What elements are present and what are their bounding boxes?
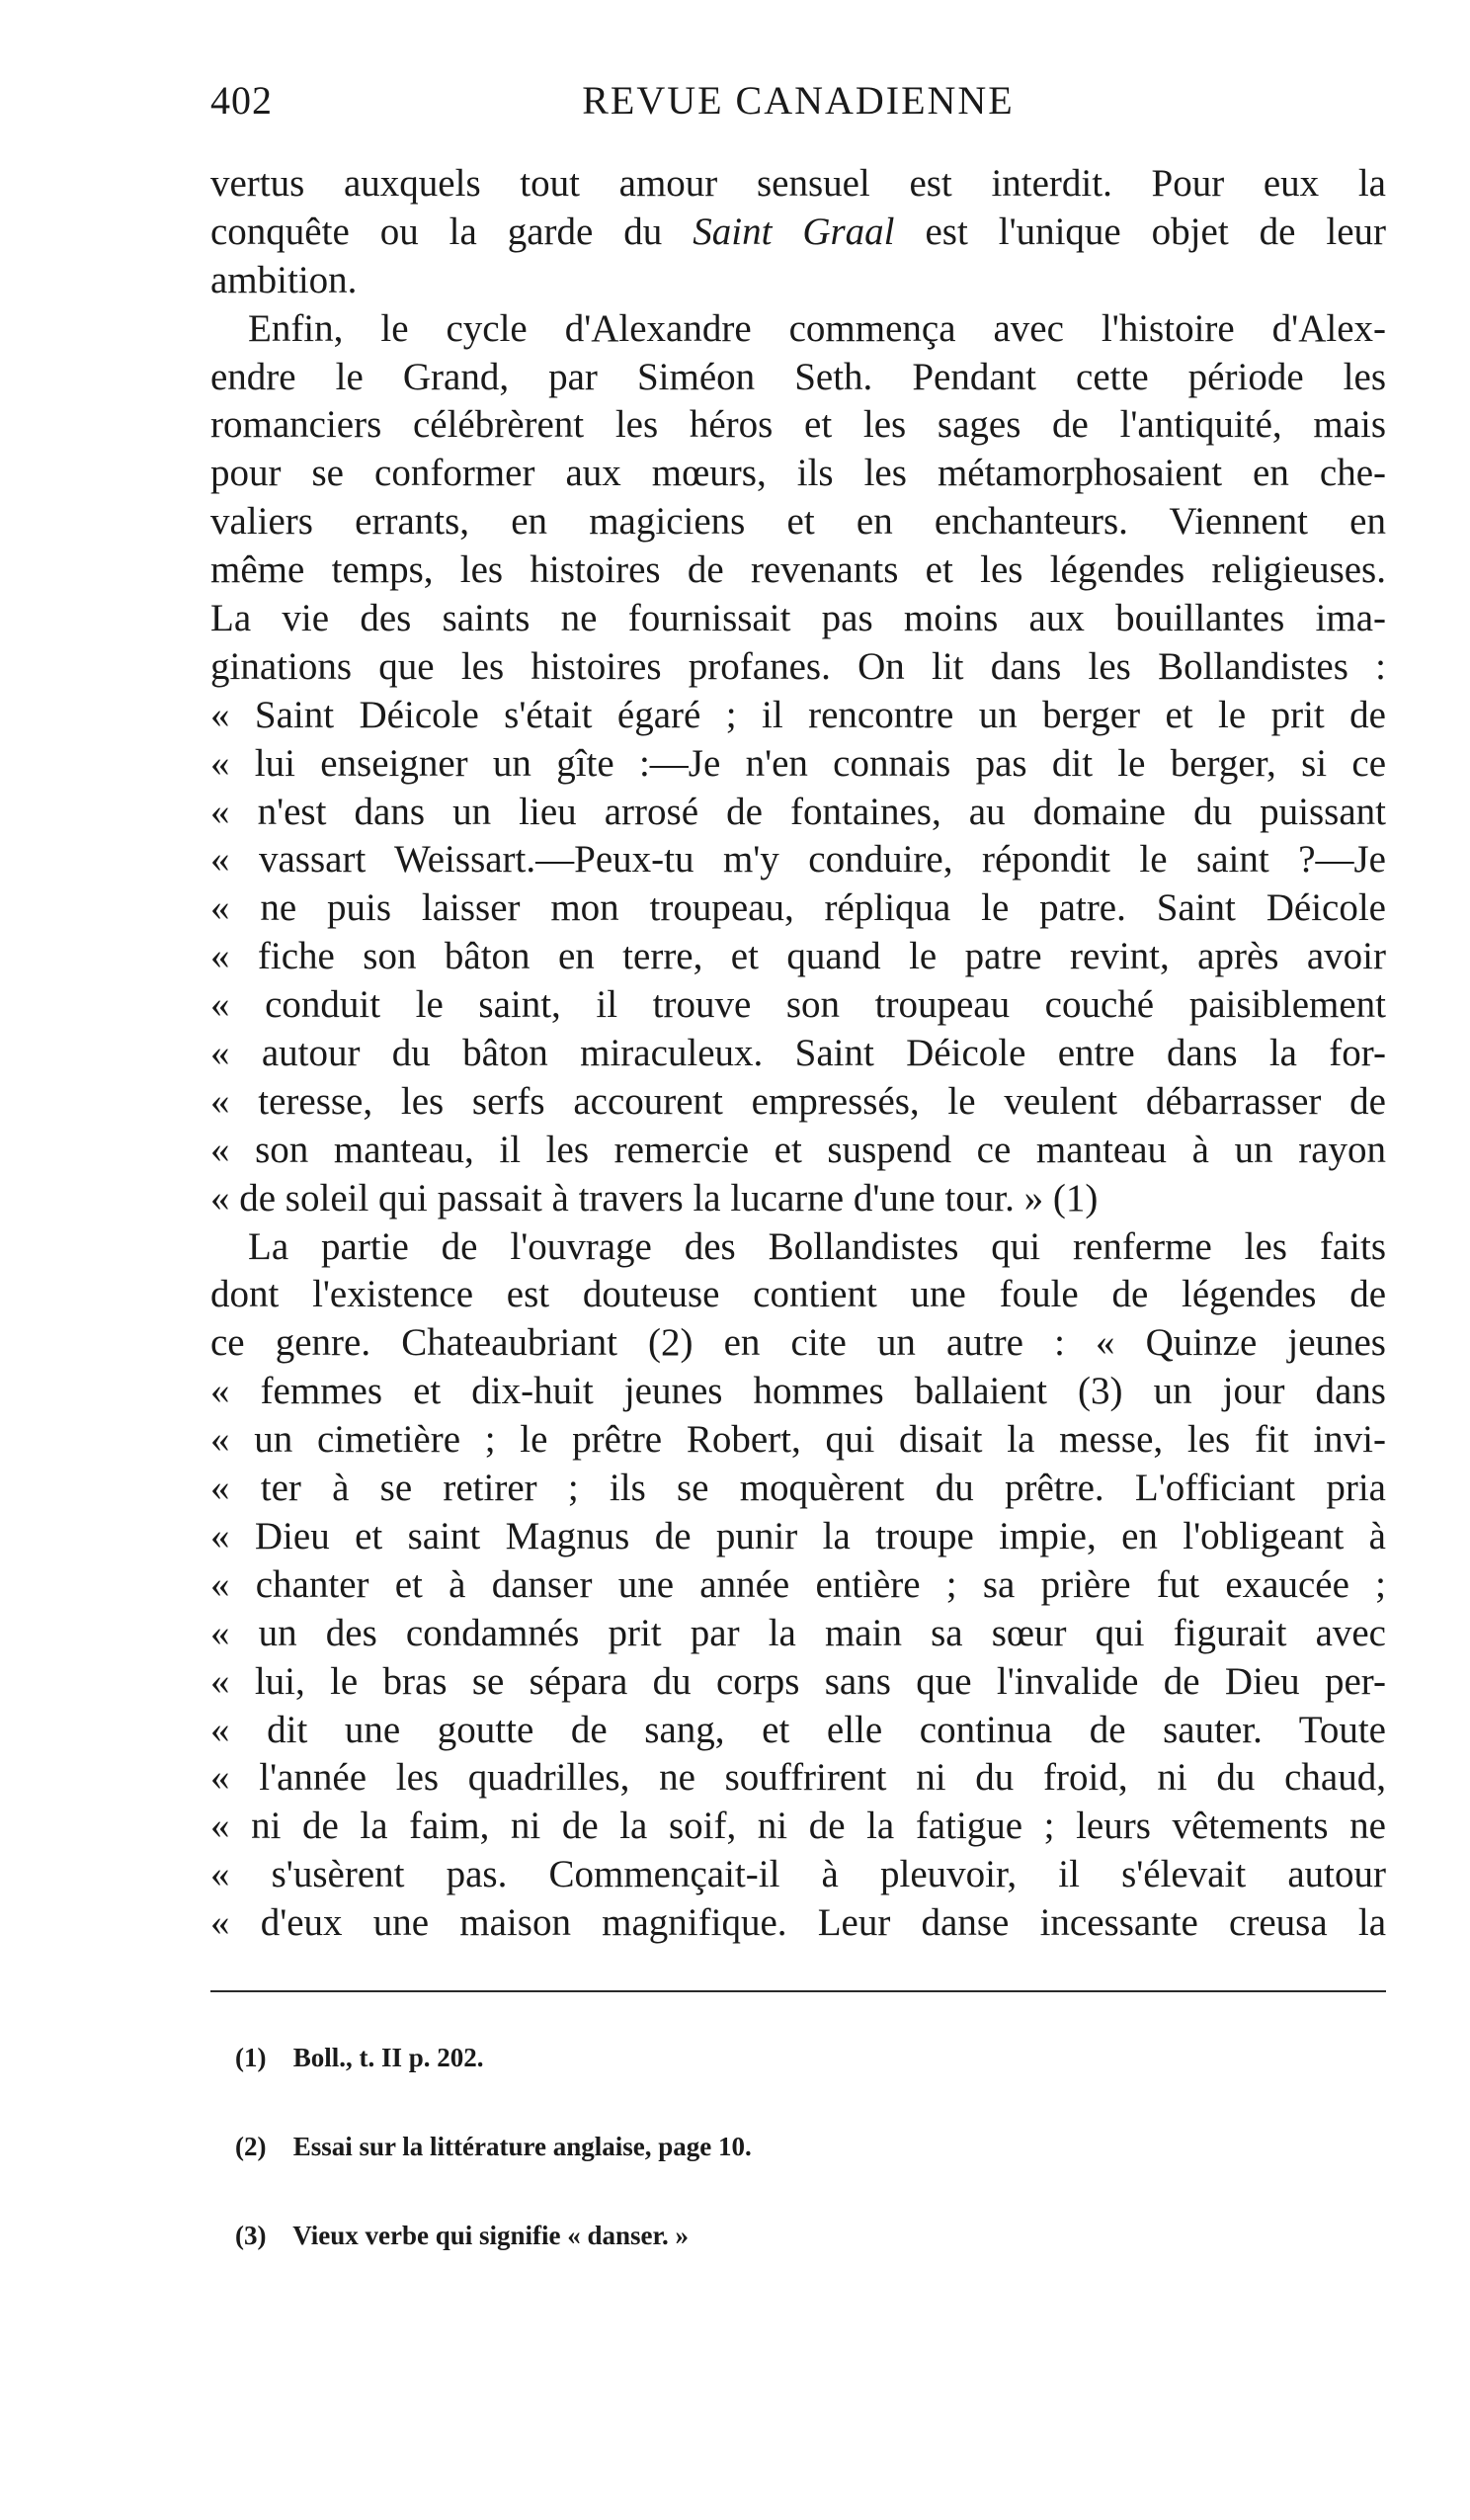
text-line: Enfin, le cycle d'Alexandre commença avec l'histoire d'Alex-	[248, 306, 1386, 350]
text-line: « n'est dans un lieu arrosé de fontaines, au domaine du puissant	[210, 790, 1386, 833]
text-line: « dit une goutte de sang, et elle continua de sauter. Toute	[210, 1708, 1386, 1751]
footnote-3	[235, 2216, 1371, 2305]
text-line: dont l'existence est douteuse contient une foule de légendes de	[210, 1273, 1386, 1316]
text-line: endre le Grand, par Siméon Seth. Pendant cette période les	[210, 355, 1386, 398]
text-line: « chanter et à danser une année entière ; sa prière fut exaucée ;	[210, 1562, 1386, 1606]
page-number: 402	[210, 78, 273, 123]
text-line: valiers errants, en magiciens et en enchanteurs. Viennent en	[210, 500, 1386, 544]
text-line: « son manteau, il les remercie et suspend ce manteau à un rayon	[210, 1128, 1386, 1171]
text-line: « lui, le bras se sépara du corps sans que l'invalide de Dieu per-	[210, 1659, 1386, 1703]
text-line: pour se conformer aux mœurs, ils les métamorphosaient en che-	[210, 452, 1386, 495]
text-line: « fiche son bâton en terre, et quand le patre revint, après avoir	[210, 935, 1386, 978]
footnote-marker: (1)	[235, 2043, 267, 2072]
text-line: « autour du bâton miraculeux. Saint Déicole entre dans la for-	[210, 1032, 1386, 1075]
text-line: « ter à se retirer ; ils se moquèrent du prêtre. L'officiant pria	[210, 1467, 1386, 1510]
text-line: romanciers célébrèrent les héros et les sages de l'antiquité, mais	[210, 403, 1386, 447]
italic-title: Saint Graal	[693, 210, 895, 253]
footnote-text: Boll., t. II p. 202.	[292, 2043, 484, 2072]
footnote-2	[235, 2127, 1371, 2216]
footnote-divider	[210, 1990, 1386, 1992]
text-line: ce genre. Chateaubriant (2) en cite un autre : « Quinze jeunes	[210, 1321, 1386, 1365]
footnote-text: Vieux verbe qui signifie « danser. »	[292, 2221, 690, 2250]
footnote-text: Essai sur la littérature anglaise, page 10.	[292, 2132, 752, 2161]
text-line: « femmes et dix-huit jeunes hommes ballaient (3) un jour dans	[210, 1370, 1386, 1413]
text-line: « Saint Déicole s'était égaré ; il rencontre un berger et le prit de	[210, 693, 1386, 736]
text-line: « lui enseigner un gîte :—Je n'en connais pas dit le berger, si ce	[210, 741, 1386, 785]
text-line: « vassart Weissart.—Peux-tu m'y conduire, répondit le saint ?—Je	[210, 838, 1386, 882]
footnotes	[235, 2038, 1371, 2305]
footnote-1	[235, 2038, 1371, 2127]
body-text	[210, 160, 1386, 1948]
text-line: « d'eux une maison magnifique. Leur danse incessante creusa la	[210, 1901, 1386, 1945]
text-line: « l'année les quadrilles, ne souffrirent ni du froid, ni du chaud,	[210, 1756, 1386, 1800]
text-line: La partie de l'ouvrage des Bollandistes qui renferme les faits	[248, 1224, 1386, 1268]
text-line: conquête ou la garde du Saint Graal est l'unique objet de leur	[210, 210, 1386, 253]
text-line: « s'usèrent pas. Commençait-il à pleuvoir, il s'élevait autour	[210, 1853, 1386, 1896]
text-line: « ni de la faim, ni de la soif, ni de la fatigue ; leurs vêtements ne	[210, 1805, 1386, 1848]
text-line: « conduit le saint, il trouve son troupeau couché paisiblement	[210, 983, 1386, 1027]
text-line: ambition.	[210, 258, 358, 301]
page-header	[210, 77, 1386, 136]
text-line: ginations que les histoires profanes. On lit dans les Bollandistes :	[210, 644, 1386, 688]
text-line: « teresse, les serfs accourent empressés, le veulent débarrasser de	[210, 1079, 1386, 1123]
text-line: « un cimetière ; le prêtre Robert, qui disait la messe, les fit invi-	[210, 1418, 1386, 1462]
text-line: même temps, les histoires de revenants et les légendes religieuses.	[210, 548, 1386, 592]
text-line: vertus auxquels tout amour sensuel est interdit. Pour eux la	[210, 162, 1386, 205]
footnote-marker: (3)	[235, 2221, 267, 2250]
running-title: REVUE CANADIENNE	[582, 78, 1015, 123]
text-line: « ne puis laisser mon troupeau, répliqua le patre. Saint Déicole	[210, 886, 1386, 930]
text-line: « de soleil qui passait à travers la lucarne d'une tour. » (1)	[210, 1176, 1099, 1219]
text-line: « un des condamnés prit par la main sa sœur qui figurait avec	[210, 1611, 1386, 1654]
text-line: « Dieu et saint Magnus de punir la troupe impie, en l'obligeant à	[210, 1514, 1386, 1557]
text-line: La vie des saints ne fournissait pas moins aux bouillantes ima-	[210, 597, 1386, 640]
footnote-marker: (2)	[235, 2132, 267, 2161]
